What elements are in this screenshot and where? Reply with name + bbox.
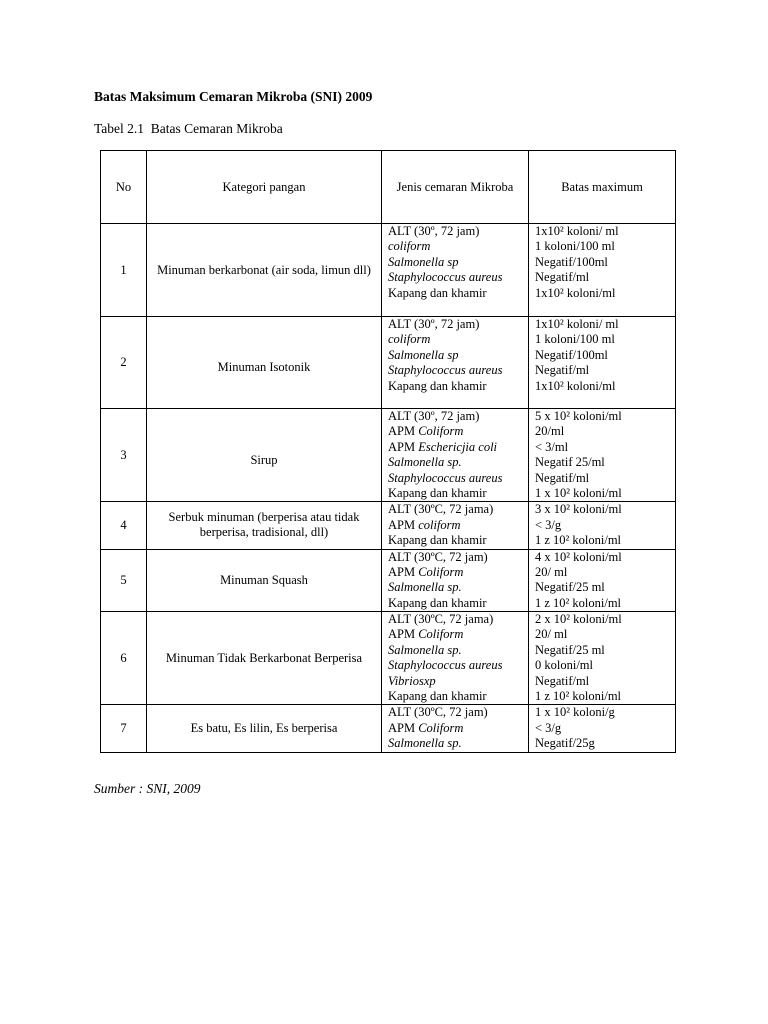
batas-item: 4 x 10² koloni/ml: [535, 549, 622, 564]
jenis-species: Salmonella sp.: [388, 580, 462, 595]
batas-item: Negatif/ml: [535, 470, 590, 485]
batas-item: 0 koloni/ml: [535, 658, 593, 673]
batas-item: Negatif/ml: [535, 270, 590, 285]
row-jenis-list: [382, 612, 529, 705]
row-number: 3: [101, 409, 147, 502]
batas-item: Negatif/100ml: [535, 347, 608, 362]
jenis-text: APM: [388, 424, 419, 439]
jenis-item: [382, 721, 528, 736]
jenis-item: [382, 379, 528, 394]
jenis-item: [382, 736, 528, 751]
row-jenis-list: [382, 224, 529, 317]
row-batas-list: [529, 612, 676, 705]
jenis-text: Kapang dan khamir: [388, 285, 487, 300]
jenis-item: [382, 643, 528, 658]
jenis-species: Eschericjia coli: [418, 439, 498, 454]
batas-item: Negatif/ml: [535, 363, 590, 378]
jenis-text: APM: [388, 517, 419, 532]
jenis-item: [382, 533, 528, 548]
jenis-item: [382, 363, 528, 378]
row-batas-list: [529, 705, 676, 752]
jenis-item: [382, 332, 528, 347]
jenis-text: APM: [388, 627, 419, 642]
batas-item: 1 koloni/100 ml: [535, 332, 615, 347]
jenis-species: Salmonella sp.: [388, 642, 462, 657]
jenis-species: Staphylococcus aureus: [388, 658, 503, 673]
batas-item: 20/ml: [535, 424, 565, 439]
row-jenis-list: [382, 317, 529, 409]
row-jenis-list: [382, 705, 529, 752]
batas-item: 1 z 10² koloni/ml: [535, 595, 622, 610]
batas-item: 1x10² koloni/ml: [535, 285, 616, 300]
jenis-species: Salmonella sp.: [388, 455, 462, 470]
jenis-species: coliform: [388, 332, 431, 347]
row-jenis-list: [382, 502, 529, 549]
jenis-item: [382, 224, 528, 239]
batas-item: Negatif/100ml: [535, 254, 608, 269]
header-batas: Batas maximum: [529, 151, 676, 224]
jenis-item: [382, 471, 528, 486]
jenis-item: [382, 440, 528, 455]
batas-item: < 3/g: [535, 720, 562, 735]
jenis-text: APM: [388, 564, 419, 579]
table-row: [101, 502, 676, 549]
batas-item: Negatif/25 ml: [535, 642, 605, 657]
jenis-item: [382, 317, 528, 332]
row-batas-list: [529, 317, 676, 409]
table-row: [101, 317, 676, 409]
jenis-text: Kapang dan khamir: [388, 533, 487, 548]
jenis-species: Salmonella sp.: [388, 736, 462, 751]
jenis-species: Staphylococcus aureus: [388, 363, 503, 378]
row-number: 4: [101, 502, 147, 549]
jenis-item: [382, 596, 528, 611]
jenis-item: [382, 255, 528, 270]
row-jenis-list: [382, 409, 529, 502]
row-batas-list: [529, 224, 676, 317]
jenis-item: [382, 502, 528, 517]
table-header-row: [101, 151, 676, 224]
batas-item: 1 x 10² koloni/ml: [535, 485, 622, 500]
header-no: No: [101, 151, 147, 224]
jenis-text: APM: [388, 720, 419, 735]
row-number: 1: [101, 224, 147, 317]
jenis-item: [382, 658, 528, 673]
jenis-species: coliform: [418, 517, 461, 532]
jenis-species: Coliform: [418, 627, 464, 642]
batas-item: Negatif/ml: [535, 673, 590, 688]
row-batas-list: [529, 409, 676, 502]
header-kategori: Kategori pangan: [147, 151, 382, 224]
table-caption: Tabel 2.1 Batas Cemaran Mikroba: [94, 121, 283, 136]
jenis-item: [382, 348, 528, 363]
table-row: [101, 409, 676, 502]
batas-item: < 3/ml: [535, 439, 569, 454]
table-row: [101, 549, 676, 612]
header-jenis: Jenis cemaran Mikroba: [382, 151, 529, 224]
batas-item: 3 x 10² koloni/ml: [535, 502, 622, 517]
jenis-item: [382, 612, 528, 627]
batas-item: 1 koloni/100 ml: [535, 239, 615, 254]
row-number: 7: [101, 705, 147, 752]
batas-item: Negatif/25 ml: [535, 580, 605, 595]
row-batas-list: [529, 502, 676, 549]
jenis-text: APM: [388, 439, 419, 454]
jenis-text: Kapang dan khamir: [388, 595, 487, 610]
jenis-text: ALT (30º, 72 jam): [388, 409, 480, 423]
jenis-item: [382, 424, 528, 439]
jenis-species: Salmonella sp: [388, 254, 459, 269]
jenis-text: Kapang dan khamir: [388, 378, 487, 393]
row-batas-list: [529, 549, 676, 612]
jenis-species: coliform: [388, 239, 431, 254]
batas-item: 20/ ml: [535, 627, 568, 642]
batas-item: 1x10² koloni/ ml: [535, 317, 619, 331]
row-kategori: Minuman berkarbonat (air soda, limun dll): [147, 224, 382, 317]
jenis-item: [382, 455, 528, 470]
batas-item: < 3/g: [535, 517, 562, 532]
jenis-species: Coliform: [418, 424, 464, 439]
jenis-text: ALT (30ºC, 72 jam): [388, 705, 488, 720]
batas-item: 5 x 10² koloni/ml: [535, 409, 622, 423]
jenis-item: [382, 705, 528, 720]
jenis-text: Kapang dan khamir: [388, 485, 487, 500]
batas-item: 2 x 10² koloni/ml: [535, 612, 622, 627]
batas-item: Negatif/25g: [535, 736, 595, 751]
row-number: 6: [101, 612, 147, 705]
jenis-item: [382, 580, 528, 595]
row-kategori: Minuman Tidak Berkarbonat Berperisa: [147, 612, 382, 705]
jenis-item: [382, 286, 528, 301]
row-kategori: Sirup: [147, 409, 382, 502]
jenis-species: Salmonella sp: [388, 347, 459, 362]
jenis-item: [382, 518, 528, 533]
jenis-item: [382, 627, 528, 642]
table-row: [101, 705, 676, 752]
jenis-item: [382, 565, 528, 580]
microbe-limit-table: [100, 150, 676, 753]
row-number: 5: [101, 549, 147, 612]
jenis-text: ALT (30ºC, 72 jama): [388, 612, 494, 627]
jenis-species: Coliform: [418, 564, 464, 579]
row-kategori: Es batu, Es lilin, Es berperisa: [147, 705, 382, 752]
jenis-item: [382, 409, 528, 424]
table-row: [101, 612, 676, 705]
table-row: [101, 224, 676, 317]
jenis-species: Coliform: [418, 720, 464, 735]
jenis-item: [382, 689, 528, 704]
jenis-item: [382, 550, 528, 565]
row-kategori: Minuman Isotonik: [147, 317, 382, 409]
table-body: [101, 224, 676, 753]
batas-item: 1 x 10² koloni/g: [535, 705, 615, 720]
batas-item: 20/ ml: [535, 564, 568, 579]
jenis-item: [382, 239, 528, 254]
row-kategori: Serbuk minuman (berperisa atau tidak berperisa, tradisional, dll): [147, 502, 382, 549]
jenis-species: Vibriosxp: [388, 673, 436, 688]
document-heading: Batas Maksimum Cemaran Mikroba (SNI) 2009: [94, 89, 373, 104]
row-number: 2: [101, 317, 147, 409]
jenis-item: [382, 674, 528, 689]
jenis-text: Kapang dan khamir: [388, 689, 487, 704]
row-jenis-list: [382, 549, 529, 612]
batas-item: 1 z 10² koloni/ml: [535, 533, 622, 548]
batas-item: 1x10² koloni/ ml: [535, 224, 619, 238]
jenis-item: [382, 270, 528, 285]
jenis-species: Staphylococcus aureus: [388, 470, 503, 485]
batas-item: 1x10² koloni/ml: [535, 378, 616, 393]
batas-item: Negatif 25/ml: [535, 455, 605, 470]
jenis-text: ALT (30ºC, 72 jam): [388, 549, 488, 564]
jenis-item: [382, 486, 528, 501]
jenis-text: ALT (30ºC, 72 jama): [388, 502, 494, 517]
row-kategori: Minuman Squash: [147, 549, 382, 612]
source-note: Sumber : SNI, 2009: [94, 781, 201, 796]
jenis-species: Staphylococcus aureus: [388, 270, 503, 285]
jenis-text: ALT (30º, 72 jam): [388, 317, 480, 331]
batas-item: 1 z 10² koloni/ml: [535, 689, 622, 704]
jenis-text: ALT (30º, 72 jam): [388, 224, 480, 238]
